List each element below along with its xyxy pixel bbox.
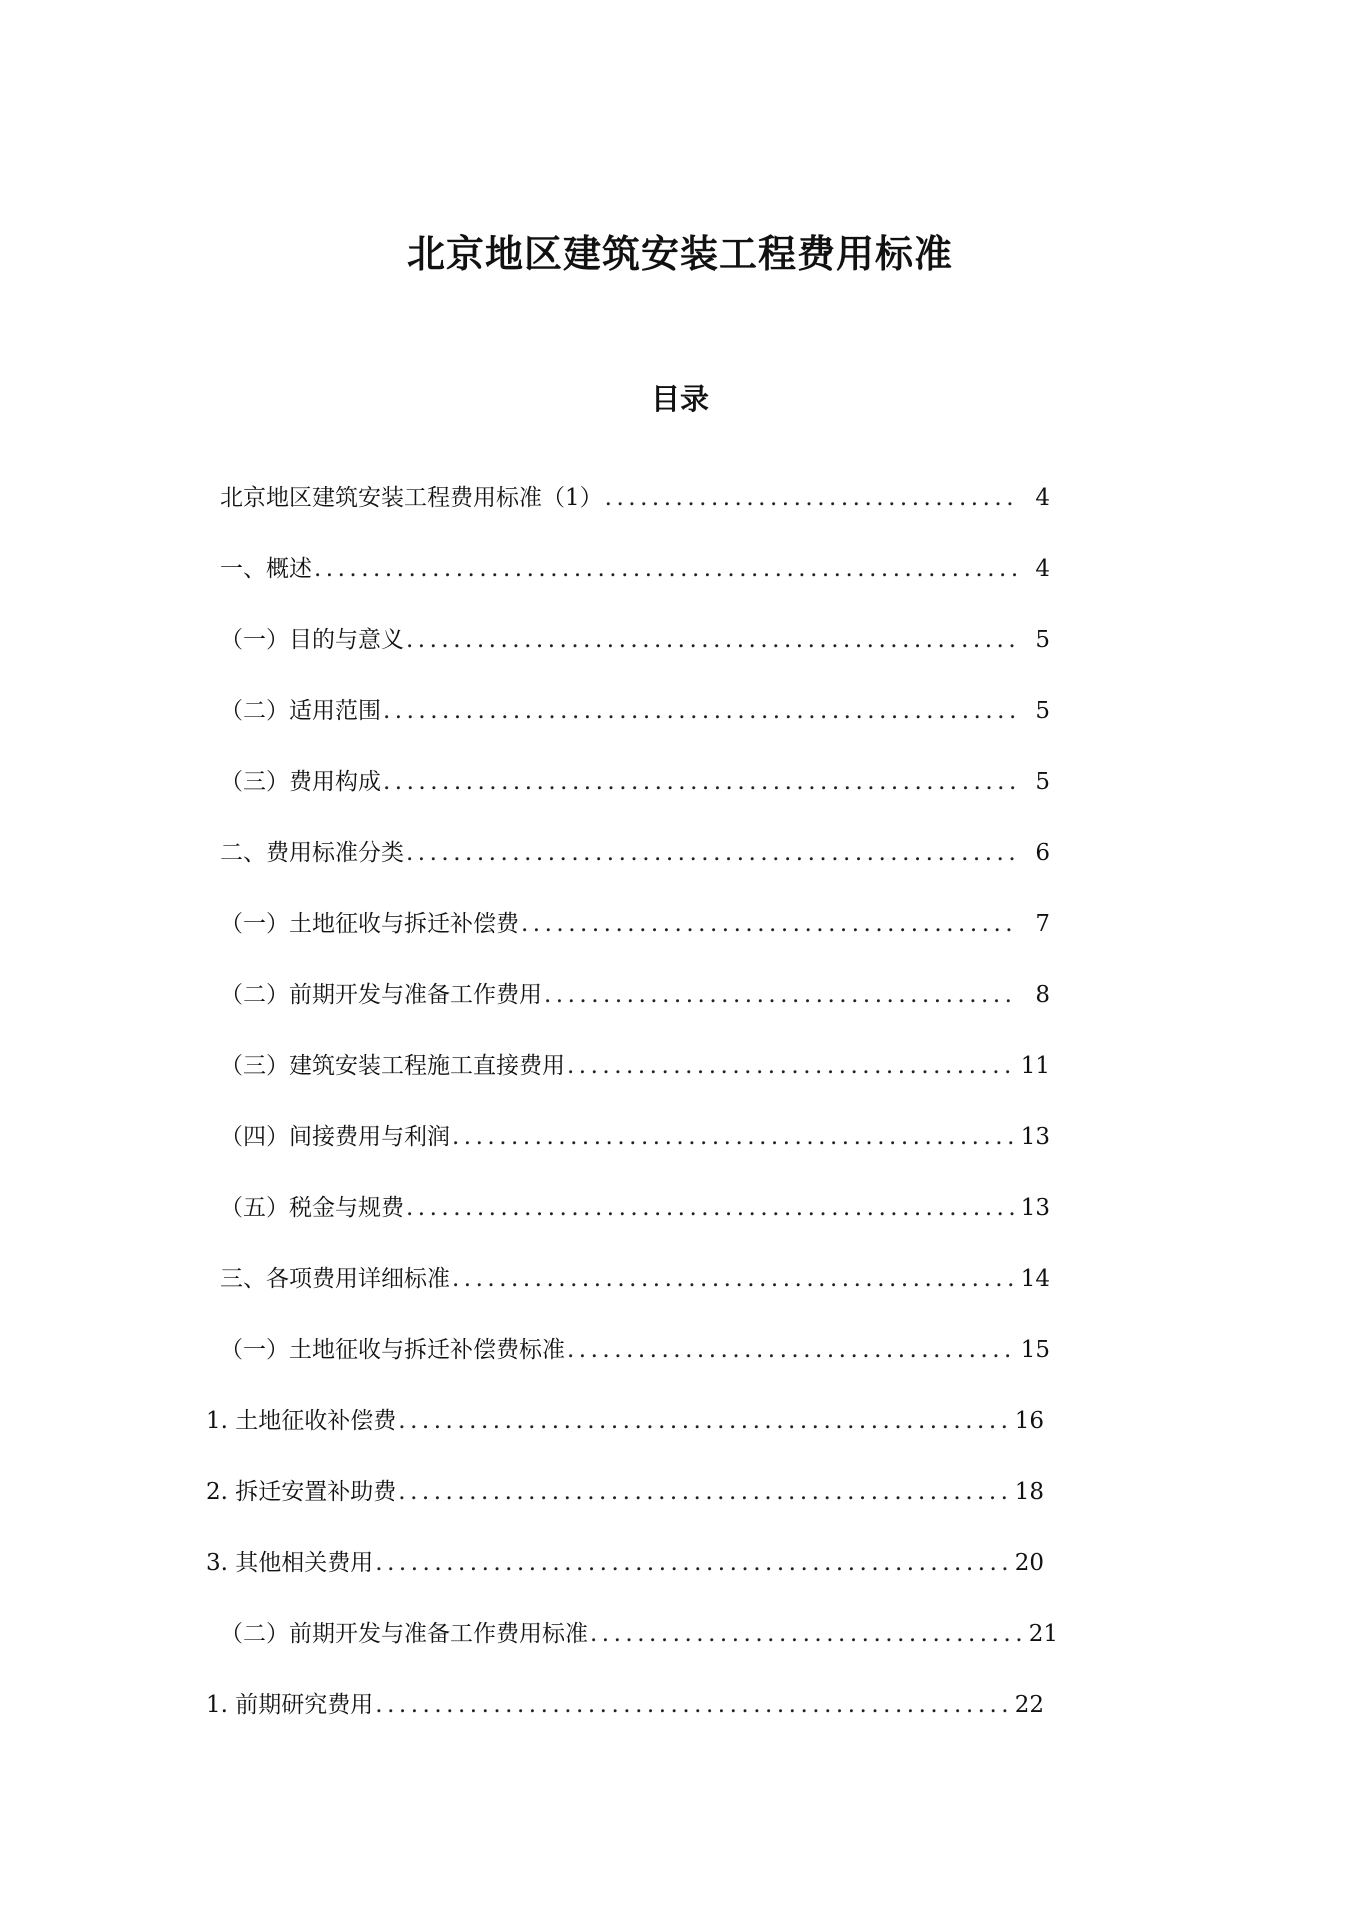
toc-dot-leader: [567, 1046, 1015, 1086]
toc-entry[interactable]: [220, 1259, 1050, 1299]
toc-entry[interactable]: [220, 1188, 1050, 1228]
toc-dot-leader: [314, 549, 1016, 589]
toc-entry-text: （一）土地征收与拆迁补偿费: [220, 911, 519, 937]
toc-entry[interactable]: [220, 904, 1050, 944]
toc-entry-text: （四）间接费用与利润: [220, 1124, 450, 1150]
toc-entry-text: （三）费用构成: [220, 769, 381, 795]
toc-dot-leader: [567, 1330, 1015, 1370]
toc-dot-leader: [398, 1401, 1008, 1441]
toc-page-number: 11: [1020, 1053, 1050, 1079]
toc-entry-text: 北京地区建筑安装工程费用标准（1）: [220, 485, 603, 511]
toc-entry[interactable]: [206, 1685, 1044, 1725]
toc-dot-leader: [452, 1117, 1015, 1157]
toc-entry[interactable]: [220, 1330, 1050, 1370]
toc-dot-leader: [383, 691, 1016, 731]
toc-entry[interactable]: [206, 1472, 1044, 1512]
toc-page-number: 7: [1035, 911, 1050, 937]
toc-page-number: 8: [1035, 982, 1050, 1008]
toc-page-number: 5: [1035, 698, 1050, 724]
toc-entry-text: （二）适用范围: [220, 698, 381, 724]
toc-heading: 目录: [650, 382, 709, 416]
toc-page-number: 4: [1035, 556, 1050, 582]
toc-entry[interactable]: [220, 620, 1050, 660]
toc-entry-text: （一）目的与意义: [220, 627, 404, 653]
toc-entry-text: 2. 拆迁安置补助费: [206, 1479, 397, 1505]
toc-page-number: 5: [1035, 769, 1050, 795]
toc-page-number: 14: [1020, 1266, 1050, 1292]
document-title: 北京地区建筑安装工程费用标准: [406, 232, 953, 276]
toc-entry-text: （三）建筑安装工程施工直接费用: [220, 1053, 565, 1079]
toc-entry-text: （二）前期开发与准备工作费用: [220, 982, 542, 1008]
toc-entry-text: 一、概述: [220, 556, 312, 582]
toc-entry[interactable]: [220, 1117, 1050, 1157]
toc-entry-text: 三、各项费用详细标准: [220, 1266, 450, 1292]
toc-dot-leader: [521, 904, 1016, 944]
toc-dot-leader: [383, 762, 1016, 802]
toc-page-number: 5: [1035, 627, 1050, 653]
toc-dot-leader: [406, 620, 1016, 660]
toc-page-number: 16: [1014, 1408, 1044, 1434]
toc-dot-leader: [452, 1259, 1015, 1299]
toc-dot-leader: [406, 1188, 1015, 1228]
toc-page-number: 21: [1028, 1621, 1058, 1647]
toc-page-number: 4: [1035, 485, 1050, 511]
toc-dot-leader: [375, 1685, 1008, 1725]
toc-entry[interactable]: [220, 975, 1050, 1015]
toc-entry-text: （一）土地征收与拆迁补偿费标准: [220, 1337, 565, 1363]
toc-page-number: 6: [1035, 840, 1050, 866]
toc-entry-text: 1. 前期研究费用: [206, 1692, 374, 1718]
toc-dot-leader: [406, 833, 1016, 873]
toc-entry-text: 1. 土地征收补偿费: [206, 1408, 397, 1434]
toc-entry-text: （二）前期开发与准备工作费用标准: [220, 1621, 588, 1647]
toc-entry[interactable]: [220, 833, 1050, 873]
toc-page-number: 13: [1020, 1124, 1050, 1150]
toc-entry[interactable]: [206, 1401, 1044, 1441]
toc-entry[interactable]: [220, 691, 1050, 731]
toc-dot-leader: [375, 1543, 1008, 1583]
toc-page-number: 20: [1014, 1550, 1044, 1576]
toc-dot-leader: [398, 1472, 1008, 1512]
toc-entry[interactable]: [220, 1614, 1058, 1654]
toc-page-number: 18: [1014, 1479, 1044, 1505]
toc-entry[interactable]: [220, 478, 1050, 518]
toc-entry[interactable]: [220, 1046, 1050, 1086]
toc-entry[interactable]: [206, 1543, 1044, 1583]
toc-entry-text: 二、费用标准分类: [220, 840, 404, 866]
toc-dot-leader: [605, 478, 1016, 518]
toc-page-number: 13: [1020, 1195, 1050, 1221]
toc-dot-leader: [544, 975, 1016, 1015]
toc-entry[interactable]: [220, 549, 1050, 589]
toc-entry[interactable]: [220, 762, 1050, 802]
toc-page-number: 22: [1014, 1692, 1044, 1718]
toc-entry-text: 3. 其他相关费用: [206, 1550, 374, 1576]
toc-page-number: 15: [1020, 1337, 1050, 1363]
toc-dot-leader: [590, 1614, 1023, 1654]
toc-entry-text: （五）税金与规费: [220, 1195, 404, 1221]
